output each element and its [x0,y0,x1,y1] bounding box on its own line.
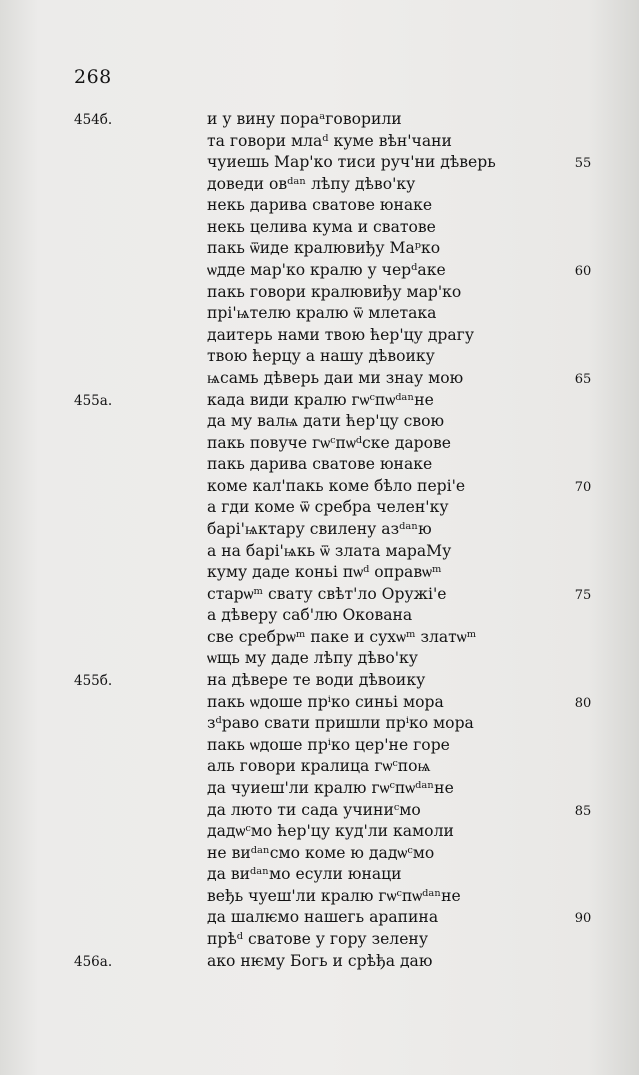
verse-number: 70 [574,479,592,495]
verse-line: куму даде коньі пѡᵈ оправѡᵐ [207,563,442,582]
verse-line: не виᵈᵃⁿсмо коме ю дадѡᶜмо [207,843,435,862]
verse-line: ѡдде мар'ко кралю у черᵈаке [207,261,446,280]
verse-number: 55 [574,156,592,172]
verse-line: да люто ти сада учиниᶜмо [207,800,421,819]
verse-line: ѩсамь дѣверь даи ми знау мою [207,368,464,387]
verse-line: прѣᵈ сватове у гору зелену [207,929,429,948]
verse-line: старѡᵐ свату свѣт'ло Оружі'е [207,584,447,603]
poem-text [207,109,547,972]
verse-line: аль говори кралица гѡᶜпоѩ [207,757,431,776]
verse-line: пакь ѡдоше прⁱко синьі мора [207,692,444,711]
verse-line: и у вину пораᵃговорили [207,110,402,128]
verse-number: 90 [574,911,592,927]
verse-line: на дѣвере те води дѣвоику [207,671,426,690]
verse-number: 65 [574,371,592,387]
verse-line: ако нѥму Богь и срѣђа даю [207,951,433,970]
verse-number: 75 [574,587,592,603]
verse-line: а дѣверу саб'лю Окована [207,606,413,625]
verse-line: чуиешь Мар'ко тиси руч'ни дѣверь [207,153,496,172]
verse-line: када види кралю гѡᶜпѡᵈᵃⁿне [207,390,434,409]
verse-line: твою ћерцу а нашу дѣвоику [207,347,435,366]
folio-mark: 454б. [74,112,113,128]
folio-mark: 455а. [74,392,113,409]
verse-line: пакь повуче гѡᶜпѡᵈске дарове [207,433,452,452]
verse-line: даитерь нами твою ћер'цу драгу [207,325,474,344]
verse-number: 80 [574,695,592,711]
verse-line: да чуиеш'ли кралю гѡᶜпѡᵈᵃⁿне [207,778,454,797]
verse-line: некь целива кума и сватове [207,217,436,236]
verse-line: та говори млаᵈ куме вѣн'чани [207,131,452,150]
verse-line: барі'ѩктару свилену азᵈᵃⁿю [207,519,432,538]
page-number: 268 [74,66,112,88]
verse-line: веђь чуеш'ли кралю гѡᶜпѡᵈᵃⁿне [207,886,461,905]
verse-line: а гди коме ѿ сребра челен'ку [207,498,449,517]
verse-line: коме кал'пакь коме бѣло пері'е [207,476,466,495]
verse-line: дадѡᶜмо ћер'цу куд'ли камоли [207,822,454,841]
verse-line: а на барі'ѩкь ѿ злата мараМу [207,541,452,560]
folio-mark: 456а. [74,953,113,970]
verse-number: 60 [574,264,592,280]
verse-line: пакь ѡдоше прⁱко цер'не горе [207,735,450,754]
verse-line: доведи овᵈᵃⁿ лѣпу дѣво'ку [207,174,416,193]
verse-line: да шалѥмо нашегь арапина [207,908,439,927]
verse-line: да му валѩ дати ћер'цу свою [207,412,445,431]
verse-line: пакь дарива сватове юнаке [207,455,433,474]
verse-line: да виᵈᵃⁿмо есули юнаци [207,865,402,884]
verse-number: 85 [574,803,592,819]
verse-line: прі'ѩтелю кралю ѿ млетака [207,304,437,323]
verse-line: пакь ѿиде кралювиђу Маᵖко [207,239,441,258]
verse-line: ѡщь му даде лѣпу дѣво'ку [207,649,418,668]
folio-mark: 455б. [74,673,113,690]
verse-line: све сребрѡᵐ паке и сухѡᵐ златѡᵐ [207,627,477,646]
verse-line: зᵈраво свати пришли прⁱко мора [207,714,474,733]
verse-line: пакь говори кралювиђу мар'ко [207,282,462,301]
verse-line: некь дарива сватове юнаке [207,196,433,215]
